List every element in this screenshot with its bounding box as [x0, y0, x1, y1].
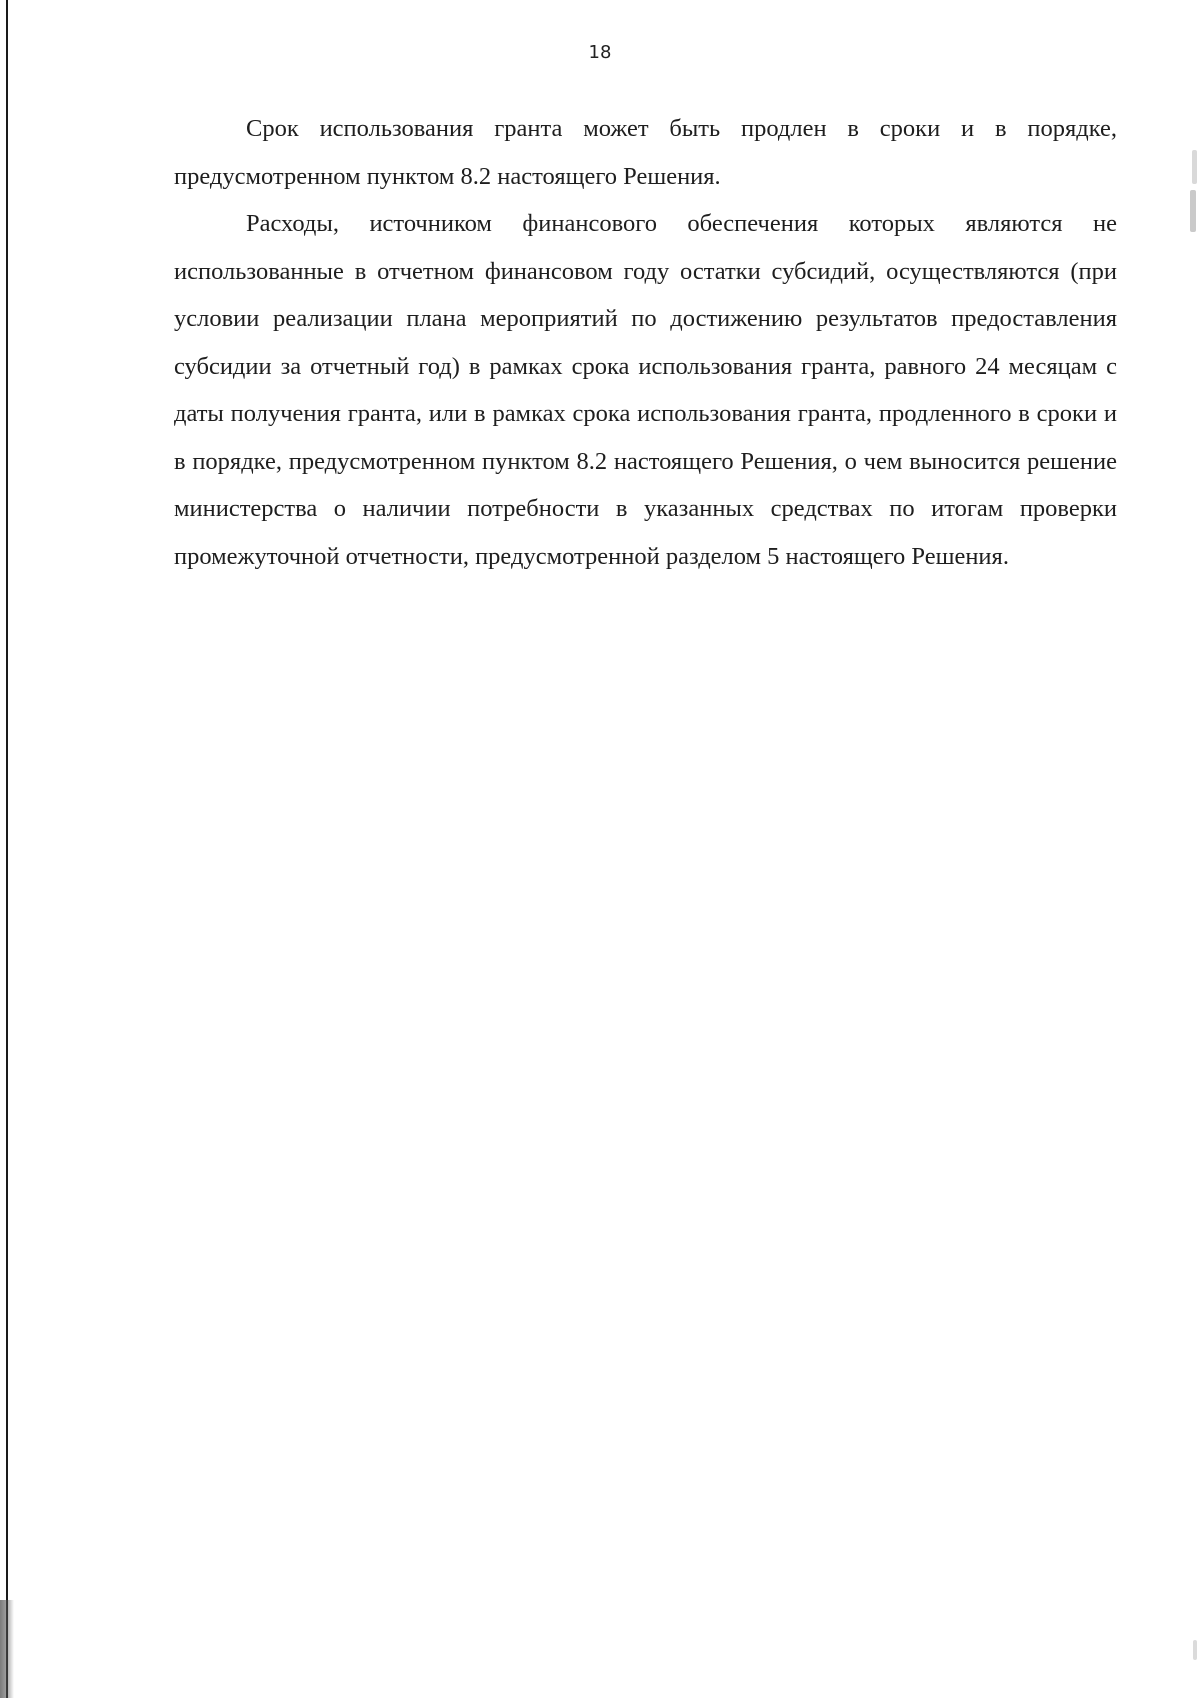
scan-speck	[1192, 150, 1197, 184]
paragraph: Срок использования гранта может быть продлен в сроки и в порядке, предусмотренном пунктом 8.2 настоящего Решения.	[174, 115, 1117, 190]
paragraph: Расходы, источником финансового обеспечения которых являются не использованные в отчетном финансовом году остатки субсидий, осуществляются (при условии реализации плана мероприятий по достижению результатов предоставления субсидии за отчетный год) в рамках срока использования гранта, равного 24 месяцам с даты получения гранта, или в рамках срока использования гранта, продленного в сроки и в порядке, предусмотренном пунктом 8.2 настоящего Решения, о чем выносится решение министерства о наличии потребности в указанных средствах по итогам проверки промежуточной отчетности, предусмотренной разделом 5 настоящего Решения.	[174, 210, 1117, 570]
scan-border-left	[6, 0, 8, 1698]
document-body	[174, 105, 1117, 580]
scan-speck	[1190, 190, 1196, 232]
scan-shadow-bottom-left	[0, 1600, 14, 1698]
scan-speck	[1193, 1640, 1197, 1660]
page-number: 18	[588, 42, 612, 63]
